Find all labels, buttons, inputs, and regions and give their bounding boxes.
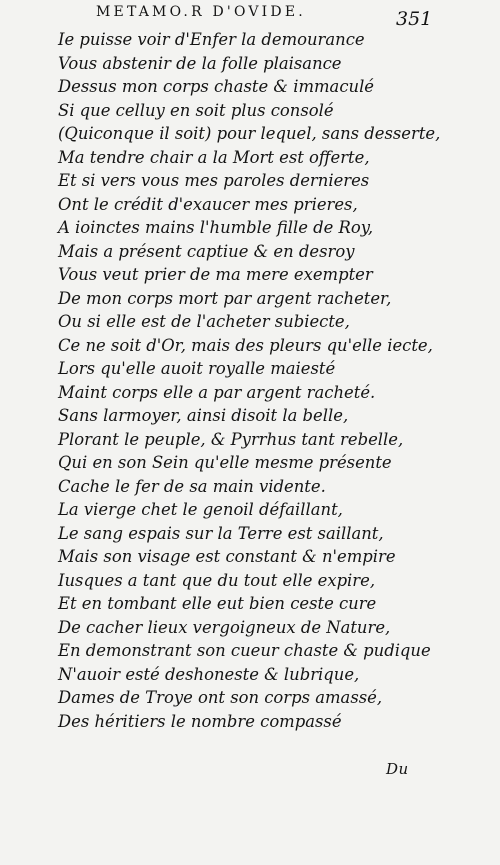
verse-line: Dessus mon corps chaste & immaculé — [58, 77, 375, 96]
verse-line: Vous abstenir de la folle plaisance — [58, 53, 342, 73]
verse-line: Des héritiers le nombre compassé — [58, 711, 342, 731]
verse-line: La vierge chet le genoil défaillant, — [58, 500, 343, 519]
verse-line: Mais son visage est constant & n'empire — [58, 547, 396, 566]
verse-line: Cache le fer de sa main vidente. — [58, 476, 326, 496]
verse-line: Lors qu'elle auoit royalle maiesté — [58, 359, 336, 378]
verse-line: Iusques a tant que du tout elle expire, — [58, 570, 376, 590]
verse-line: Sans larmoyer, ainsi disoit la belle, — [58, 406, 349, 425]
page-number: 351 — [396, 8, 433, 30]
catchword: Du — [386, 760, 409, 778]
verse-line: A ioinctes mains l'humble fille de Roy, — [58, 218, 374, 237]
running-title: METAMO.R D'OVIDE. — [96, 4, 306, 20]
verse-line: Si que celluy en soit plus consolé — [58, 100, 334, 120]
verse-line: Ma tendre chair a la Mort est offerte, — [58, 147, 370, 167]
verse-line: Ce ne soit d'Or, mais des pleurs qu'elle iecte, — [58, 335, 433, 355]
verse-line: (Quiconque il soit) pour lequel, sans desserte, — [58, 124, 441, 143]
verse-line: Dames de Troye ont son corps amassé, — [58, 688, 383, 707]
verse-line: Et en tombant elle eut bien ceste cure — [58, 594, 377, 613]
verse-line: Ie puisse voir d'Enfer la demourance — [58, 30, 365, 49]
verse-line: En demonstrant son cueur chaste & pudique — [58, 641, 431, 660]
verse-line: Plorant le peuple, & Pyrrhus tant rebelle, — [58, 429, 404, 449]
verse-line: Qui en son Sein qu'elle mesme présente — [58, 453, 392, 472]
verse-line: Maint corps elle a par argent racheté. — [58, 382, 376, 402]
verse-line: De cacher lieux vergoigneux de Nature, — [58, 617, 391, 637]
verse-line: N'auoir esté deshoneste & lubrique, — [58, 664, 360, 684]
verse-line: Ou si elle est de l'acheter subiecte, — [58, 312, 350, 331]
verse-line: Le sang espais sur la Terre est saillant, — [58, 523, 384, 543]
verse-line: Et si vers vous mes paroles dernieres — [58, 171, 370, 190]
verse-line: Ont le crédit d'exaucer mes prieres, — [58, 194, 358, 214]
verse-block — [58, 28, 498, 733]
verse-line: Vous veut prier de ma mere exempter — [58, 265, 373, 284]
verse-line: De mon corps mort par argent racheter, — [58, 288, 392, 308]
verse-line: Mais a présent captiue & en desroy — [58, 241, 355, 261]
